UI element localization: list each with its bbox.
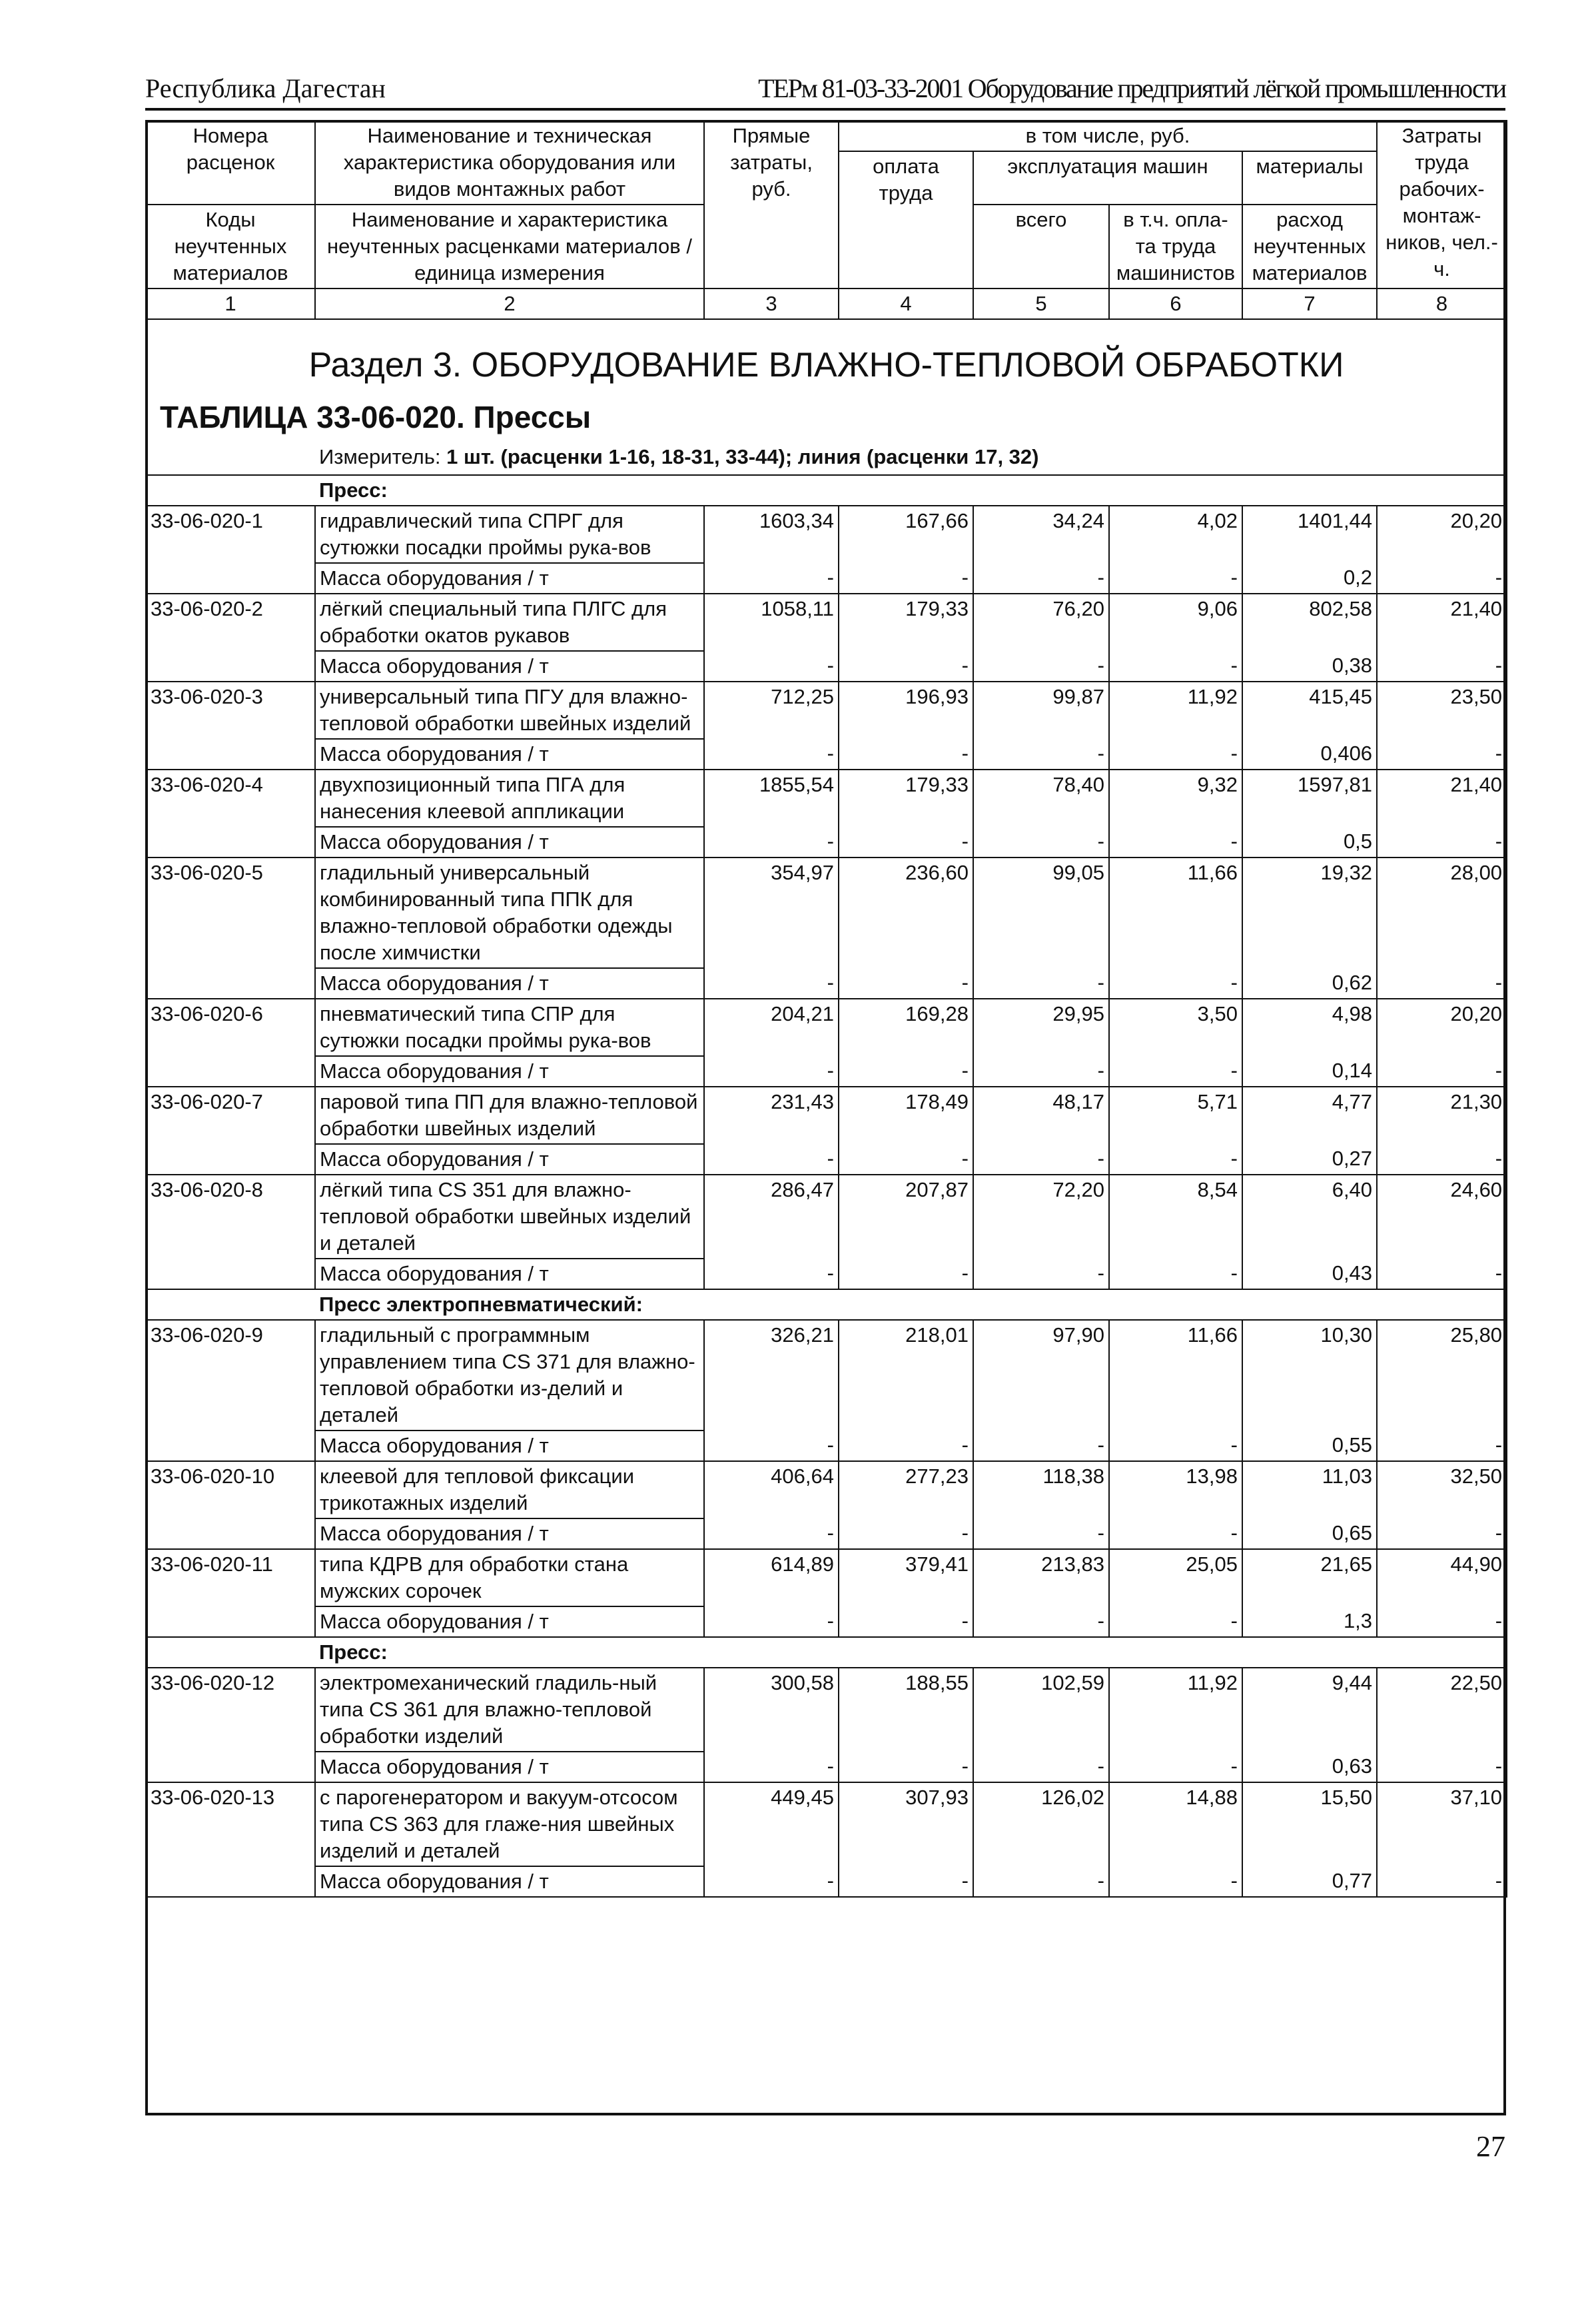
cell-mach: 99,05: [973, 858, 1109, 968]
table-row: [146, 594, 1507, 651]
rate-description: гидравлический типа СПРГ для сутюжки посадки проймы рука-вов: [315, 506, 704, 563]
table-row: [146, 770, 1507, 827]
header-col2-bottom: Наименование и характеристика неучтенных расценками материалов / единица измерения: [315, 205, 704, 289]
cell-labor: 277,23: [839, 1461, 973, 1518]
mass-label: Масса оборудования / т: [315, 1752, 704, 1782]
cell-materials: 415,45: [1242, 682, 1377, 739]
cell-materials: 11,03: [1242, 1461, 1377, 1518]
page-number: 27: [1476, 2130, 1505, 2163]
cell-mach: 213,83: [973, 1549, 1109, 1606]
mass-row: [146, 1866, 1507, 1897]
mass-value: 0,27: [1242, 1144, 1377, 1175]
mass-dash: -: [973, 1056, 1109, 1087]
col-number: 8: [1377, 289, 1507, 319]
cell-materials: 1597,81: [1242, 770, 1377, 827]
mass-dash: -: [839, 1056, 973, 1087]
mass-value: 1,3: [1242, 1606, 1377, 1637]
mass-row: [146, 1752, 1507, 1782]
mass-dash: -: [1109, 1518, 1242, 1549]
mass-dash: -: [1377, 1056, 1507, 1087]
header-col2-top: Наименование и техническая характеристика оборудования или видов монтажных работ: [315, 121, 704, 205]
cell-direct: 231,43: [704, 1087, 839, 1144]
cell-hours: 28,00: [1377, 858, 1507, 968]
rate-description: гладильный с программным управлением типа CS 371 для влажно-тепловой обработки из-делий и деталей: [315, 1320, 704, 1431]
cell-mach: 126,02: [973, 1782, 1109, 1866]
group-row-spacer: [146, 1289, 315, 1320]
mass-row: [146, 651, 1507, 682]
rate-code: 33-06-020-11: [146, 1549, 315, 1637]
mass-dash: -: [1109, 1752, 1242, 1782]
cell-mach: 99,87: [973, 682, 1109, 739]
mass-label: Масса оборудования / т: [315, 1518, 704, 1549]
mass-dash: -: [704, 563, 839, 594]
cell-labor: 207,87: [839, 1175, 973, 1259]
mass-dash: -: [704, 968, 839, 999]
mass-label: Масса оборудования / т: [315, 651, 704, 682]
mass-row: [146, 563, 1507, 594]
cell-materials: 15,50: [1242, 1782, 1377, 1866]
cell-materials: 6,40: [1242, 1175, 1377, 1259]
cell-direct: 449,45: [704, 1782, 839, 1866]
mass-dash: -: [704, 1259, 839, 1289]
mass-dash: -: [839, 739, 973, 770]
cell-labor: 196,93: [839, 682, 973, 739]
mass-row: [146, 968, 1507, 999]
cell-hours: 37,10: [1377, 1782, 1507, 1866]
cell-materials: 19,32: [1242, 858, 1377, 968]
mass-dash: -: [1109, 1259, 1242, 1289]
cell-mach-labor: 14,88: [1109, 1782, 1242, 1866]
mass-dash: -: [1109, 827, 1242, 858]
cell-materials: 10,30: [1242, 1320, 1377, 1431]
cell-materials: 4,77: [1242, 1087, 1377, 1144]
mass-dash: -: [839, 1518, 973, 1549]
price-table-body: [146, 121, 1507, 1897]
mass-dash: -: [1109, 563, 1242, 594]
header-machines: эксплуатация машин: [973, 151, 1242, 205]
cell-direct: 712,25: [704, 682, 839, 739]
mass-label: Масса оборудования / т: [315, 1144, 704, 1175]
col-number: 4: [839, 289, 973, 319]
rate-description: электромеханический гладиль-ный типа CS 361 для влажно-тепловой обработки изделий: [315, 1668, 704, 1752]
mass-value: 0,63: [1242, 1752, 1377, 1782]
cell-hours: 32,50: [1377, 1461, 1507, 1518]
rate-code: 33-06-020-13: [146, 1782, 315, 1897]
mass-value: 0,38: [1242, 651, 1377, 682]
col-number: 1: [146, 289, 315, 319]
col-number: 5: [973, 289, 1109, 319]
mass-value: 0,65: [1242, 1518, 1377, 1549]
mass-dash: -: [839, 1866, 973, 1897]
cell-labor: 218,01: [839, 1320, 973, 1431]
mass-dash: -: [973, 1431, 1109, 1461]
mass-dash: -: [973, 1144, 1109, 1175]
rate-code: 33-06-020-4: [146, 770, 315, 858]
mass-dash: -: [1377, 1752, 1507, 1782]
mass-dash: -: [704, 1752, 839, 1782]
header-col3: Прямые затраты, руб.: [704, 121, 839, 289]
cell-labor: 179,33: [839, 770, 973, 827]
group-row: [146, 1637, 1507, 1668]
mass-dash: -: [1377, 651, 1507, 682]
rate-description: универсальный типа ПГУ для влажно-тепловой обработки швейных изделий: [315, 682, 704, 739]
mass-dash: -: [1109, 1144, 1242, 1175]
mass-value: 0,77: [1242, 1866, 1377, 1897]
rate-code: 33-06-020-2: [146, 594, 315, 682]
mass-dash: -: [973, 651, 1109, 682]
cell-labor: 307,93: [839, 1782, 973, 1866]
mass-row: [146, 1259, 1507, 1289]
mass-dash: -: [839, 1606, 973, 1637]
cell-mach: 72,20: [973, 1175, 1109, 1259]
mass-value: 0,43: [1242, 1259, 1377, 1289]
cell-labor: 179,33: [839, 594, 973, 651]
cell-labor: 167,66: [839, 506, 973, 563]
cell-mach: 78,40: [973, 770, 1109, 827]
rate-code: 33-06-020-3: [146, 682, 315, 770]
mass-dash: -: [973, 1752, 1109, 1782]
cell-labor: 188,55: [839, 1668, 973, 1752]
running-header: [145, 61, 1505, 111]
cell-direct: 300,58: [704, 1668, 839, 1752]
cell-direct: 1855,54: [704, 770, 839, 827]
group-title: Пресс:: [315, 1637, 1507, 1668]
mass-dash: -: [704, 1431, 839, 1461]
header-col5-bottom: всего: [973, 205, 1109, 289]
group-title: Пресс электропневматический:: [315, 1289, 1507, 1320]
rate-description: клеевой для тепловой фиксации трикотажных изделий: [315, 1461, 704, 1518]
header-materials: материалы: [1242, 151, 1377, 205]
rate-code: 33-06-020-5: [146, 858, 315, 999]
cell-mach-labor: 9,32: [1109, 770, 1242, 827]
mass-value: 0,62: [1242, 968, 1377, 999]
cell-mach-labor: 11,92: [1109, 682, 1242, 739]
mass-dash: -: [1109, 1431, 1242, 1461]
mass-value: 0,5: [1242, 827, 1377, 858]
cell-materials: 4,98: [1242, 999, 1377, 1056]
rate-code: 33-06-020-8: [146, 1175, 315, 1289]
cell-hours: 21,40: [1377, 770, 1507, 827]
cell-mach: 29,95: [973, 999, 1109, 1056]
mass-dash: -: [839, 651, 973, 682]
mass-dash: -: [1377, 1866, 1507, 1897]
mass-dash: -: [973, 827, 1109, 858]
mass-row: [146, 1144, 1507, 1175]
cell-direct: 406,64: [704, 1461, 839, 1518]
mass-row: [146, 827, 1507, 858]
header-col8: Затраты труда рабочих-монтаж-ников, чел.-ч.: [1377, 121, 1507, 289]
mass-dash: -: [704, 651, 839, 682]
rate-description: гладильный универсальный комбинированный типа ППК для влажно-тепловой обработки одежды после химчистки: [315, 858, 704, 968]
mass-dash: -: [704, 1056, 839, 1087]
col-number: 6: [1109, 289, 1242, 319]
cell-mach-labor: 5,71: [1109, 1087, 1242, 1144]
cell-direct: 326,21: [704, 1320, 839, 1431]
table-row: [146, 1320, 1507, 1431]
mass-dash: -: [1109, 968, 1242, 999]
table-title: ТАБЛИЦА 33-06-020. Прессы: [160, 400, 592, 434]
group-row: [146, 1289, 1507, 1320]
cell-labor: 169,28: [839, 999, 973, 1056]
mass-dash: -: [704, 739, 839, 770]
mass-label: Масса оборудования / т: [315, 739, 704, 770]
table-row: [146, 1461, 1507, 1518]
cell-mach-labor: 11,66: [1109, 858, 1242, 968]
rate-description: лёгкий специальный типа ПЛГС для обработки окатов рукавов: [315, 594, 704, 651]
cell-mach-labor: 4,02: [1109, 506, 1242, 563]
cell-hours: 20,20: [1377, 506, 1507, 563]
cell-direct: 614,89: [704, 1549, 839, 1606]
group-row: [146, 475, 1507, 506]
mass-dash: -: [1377, 1606, 1507, 1637]
mass-label: Масса оборудования / т: [315, 968, 704, 999]
mass-dash: -: [1377, 968, 1507, 999]
mass-row: [146, 1056, 1507, 1087]
mass-row: [146, 1518, 1507, 1549]
cell-mach-labor: 8,54: [1109, 1175, 1242, 1259]
rate-code: 33-06-020-1: [146, 506, 315, 594]
cell-hours: 25,80: [1377, 1320, 1507, 1431]
mass-dash: -: [704, 1144, 839, 1175]
mass-label: Масса оборудования / т: [315, 563, 704, 594]
cell-hours: 21,30: [1377, 1087, 1507, 1144]
cell-labor: 379,41: [839, 1549, 973, 1606]
cell-direct: 286,47: [704, 1175, 839, 1259]
mass-dash: -: [1377, 739, 1507, 770]
cell-materials: 802,58: [1242, 594, 1377, 651]
cell-mach: 34,24: [973, 506, 1109, 563]
cell-materials: 1401,44: [1242, 506, 1377, 563]
col-number: 7: [1242, 289, 1377, 319]
rate-description: лёгкий типа CS 351 для влажно-тепловой обработки швейных изделий и деталей: [315, 1175, 704, 1259]
cell-mach-labor: 25,05: [1109, 1549, 1242, 1606]
mass-dash: -: [704, 1606, 839, 1637]
rate-description: пневматический типа СПР для сутюжки посадки проймы рука-вов: [315, 999, 704, 1056]
mass-row: [146, 1606, 1507, 1637]
mass-label: Масса оборудования / т: [315, 1431, 704, 1461]
cell-hours: 21,40: [1377, 594, 1507, 651]
mass-dash: -: [973, 1606, 1109, 1637]
cell-mach: 48,17: [973, 1087, 1109, 1144]
cell-mach: 118,38: [973, 1461, 1109, 1518]
mass-dash: -: [1377, 1518, 1507, 1549]
mass-dash: -: [839, 827, 973, 858]
mass-dash: -: [839, 1431, 973, 1461]
mass-dash: -: [1377, 1144, 1507, 1175]
mass-label: Масса оборудования / т: [315, 1866, 704, 1897]
mass-label: Масса оборудования / т: [315, 1606, 704, 1637]
running-header-right: ТЕРм 81-03-33-2001 Оборудование предприятий лёгкой промышленности: [758, 73, 1505, 103]
mass-dash: -: [839, 563, 973, 594]
table-row: [146, 858, 1507, 968]
table-row: [146, 1782, 1507, 1866]
price-table: [145, 120, 1507, 1898]
rate-code: 33-06-020-10: [146, 1461, 315, 1549]
mass-dash: -: [973, 968, 1109, 999]
mass-dash: -: [1109, 739, 1242, 770]
cell-direct: 354,97: [704, 858, 839, 968]
group-row-spacer: [146, 475, 315, 506]
mass-dash: -: [704, 827, 839, 858]
table-row: [146, 682, 1507, 739]
cell-labor: 178,49: [839, 1087, 973, 1144]
header-col4-top: оплата труда: [839, 151, 973, 289]
header-group-label: в том числе, руб.: [839, 121, 1377, 151]
cell-mach: 76,20: [973, 594, 1109, 651]
table-row: [146, 1175, 1507, 1259]
cell-direct: 1603,34: [704, 506, 839, 563]
mass-dash: -: [839, 1144, 973, 1175]
rate-description: с парогенератором и вакуум-отсосом типа CS 363 для глаже-ния швейных изделий и деталей: [315, 1782, 704, 1866]
rate-description: двухпозиционный типа ПГА для нанесения клеевой аппликации: [315, 770, 704, 827]
cell-mach-labor: 9,06: [1109, 594, 1242, 651]
cell-mach-labor: 3,50: [1109, 999, 1242, 1056]
cell-mach: 97,90: [973, 1320, 1109, 1431]
mass-dash: -: [1109, 1866, 1242, 1897]
table-row: [146, 1087, 1507, 1144]
mass-dash: -: [973, 1866, 1109, 1897]
measure-text: 1 шт. (расценки 1-16, 18-31, 33-44); линия (расценки 17, 32): [446, 445, 1039, 468]
cell-hours: 20,20: [1377, 999, 1507, 1056]
mass-row: [146, 739, 1507, 770]
cell-hours: 24,60: [1377, 1175, 1507, 1259]
cell-direct: 204,21: [704, 999, 839, 1056]
mass-label: Масса оборудования / т: [315, 1259, 704, 1289]
table-row: [146, 1549, 1507, 1606]
group-title: Пресс:: [315, 475, 1507, 506]
cell-hours: 23,50: [1377, 682, 1507, 739]
mass-value: 0,14: [1242, 1056, 1377, 1087]
mass-value: 0,55: [1242, 1431, 1377, 1461]
mass-dash: -: [839, 1752, 973, 1782]
mass-dash: -: [1109, 1056, 1242, 1087]
mass-dash: -: [1377, 1431, 1507, 1461]
mass-dash: -: [704, 1518, 839, 1549]
rate-code: 33-06-020-7: [146, 1087, 315, 1175]
rate-code: 33-06-020-12: [146, 1668, 315, 1782]
mass-dash: -: [1109, 1606, 1242, 1637]
rate-code: 33-06-020-9: [146, 1320, 315, 1461]
rate-description: паровой типа ПП для влажно-тепловой обработки швейных изделий: [315, 1087, 704, 1144]
running-header-left: Республика Дагестан: [145, 73, 386, 103]
col-number: 2: [315, 289, 704, 319]
mass-dash: -: [973, 563, 1109, 594]
cell-mach-labor: 11,66: [1109, 1320, 1242, 1431]
section-title: Раздел 3. ОБОРУДОВАНИЕ ВЛАЖНО-ТЕПЛОВОЙ ОБРАБОТКИ: [308, 346, 1344, 384]
cell-materials: 21,65: [1242, 1549, 1377, 1606]
mass-value: 0,406: [1242, 739, 1377, 770]
table-row: [146, 1668, 1507, 1752]
mass-dash: -: [973, 1259, 1109, 1289]
mass-dash: -: [1377, 827, 1507, 858]
table-row: [146, 506, 1507, 563]
mass-dash: -: [973, 1518, 1109, 1549]
mass-value: 0,2: [1242, 563, 1377, 594]
header-col7-bottom: расход неучтенных материалов: [1242, 205, 1377, 289]
cell-hours: 22,50: [1377, 1668, 1507, 1752]
cell-labor: 236,60: [839, 858, 973, 968]
mass-dash: -: [1377, 563, 1507, 594]
mass-dash: -: [839, 1259, 973, 1289]
measure-prefix: Измеритель:: [319, 445, 447, 468]
mass-row: [146, 1431, 1507, 1461]
mass-dash: -: [704, 1866, 839, 1897]
mass-label: Масса оборудования / т: [315, 827, 704, 858]
group-row-spacer: [146, 1637, 315, 1668]
rate-code: 33-06-020-6: [146, 999, 315, 1087]
table-row: [146, 999, 1507, 1056]
mass-dash: -: [839, 968, 973, 999]
mass-dash: -: [973, 739, 1109, 770]
col-number: 3: [704, 289, 839, 319]
cell-mach: 102,59: [973, 1668, 1109, 1752]
mass-dash: -: [1109, 651, 1242, 682]
cell-materials: 9,44: [1242, 1668, 1377, 1752]
cell-hours: 44,90: [1377, 1549, 1507, 1606]
header-col1-top: Номера расценок: [146, 121, 315, 205]
mass-dash: -: [1377, 1259, 1507, 1289]
mass-label: Масса оборудования / т: [315, 1056, 704, 1087]
header-col1-bottom: Коды неучтенных материалов: [146, 205, 315, 289]
cell-direct: 1058,11: [704, 594, 839, 651]
header-col6-bottom: в т.ч. опла-та труда машинистов: [1109, 205, 1242, 289]
cell-mach-labor: 13,98: [1109, 1461, 1242, 1518]
cell-mach-labor: 11,92: [1109, 1668, 1242, 1752]
rate-description: типа КДРВ для обработки стана мужских сорочек: [315, 1549, 704, 1606]
